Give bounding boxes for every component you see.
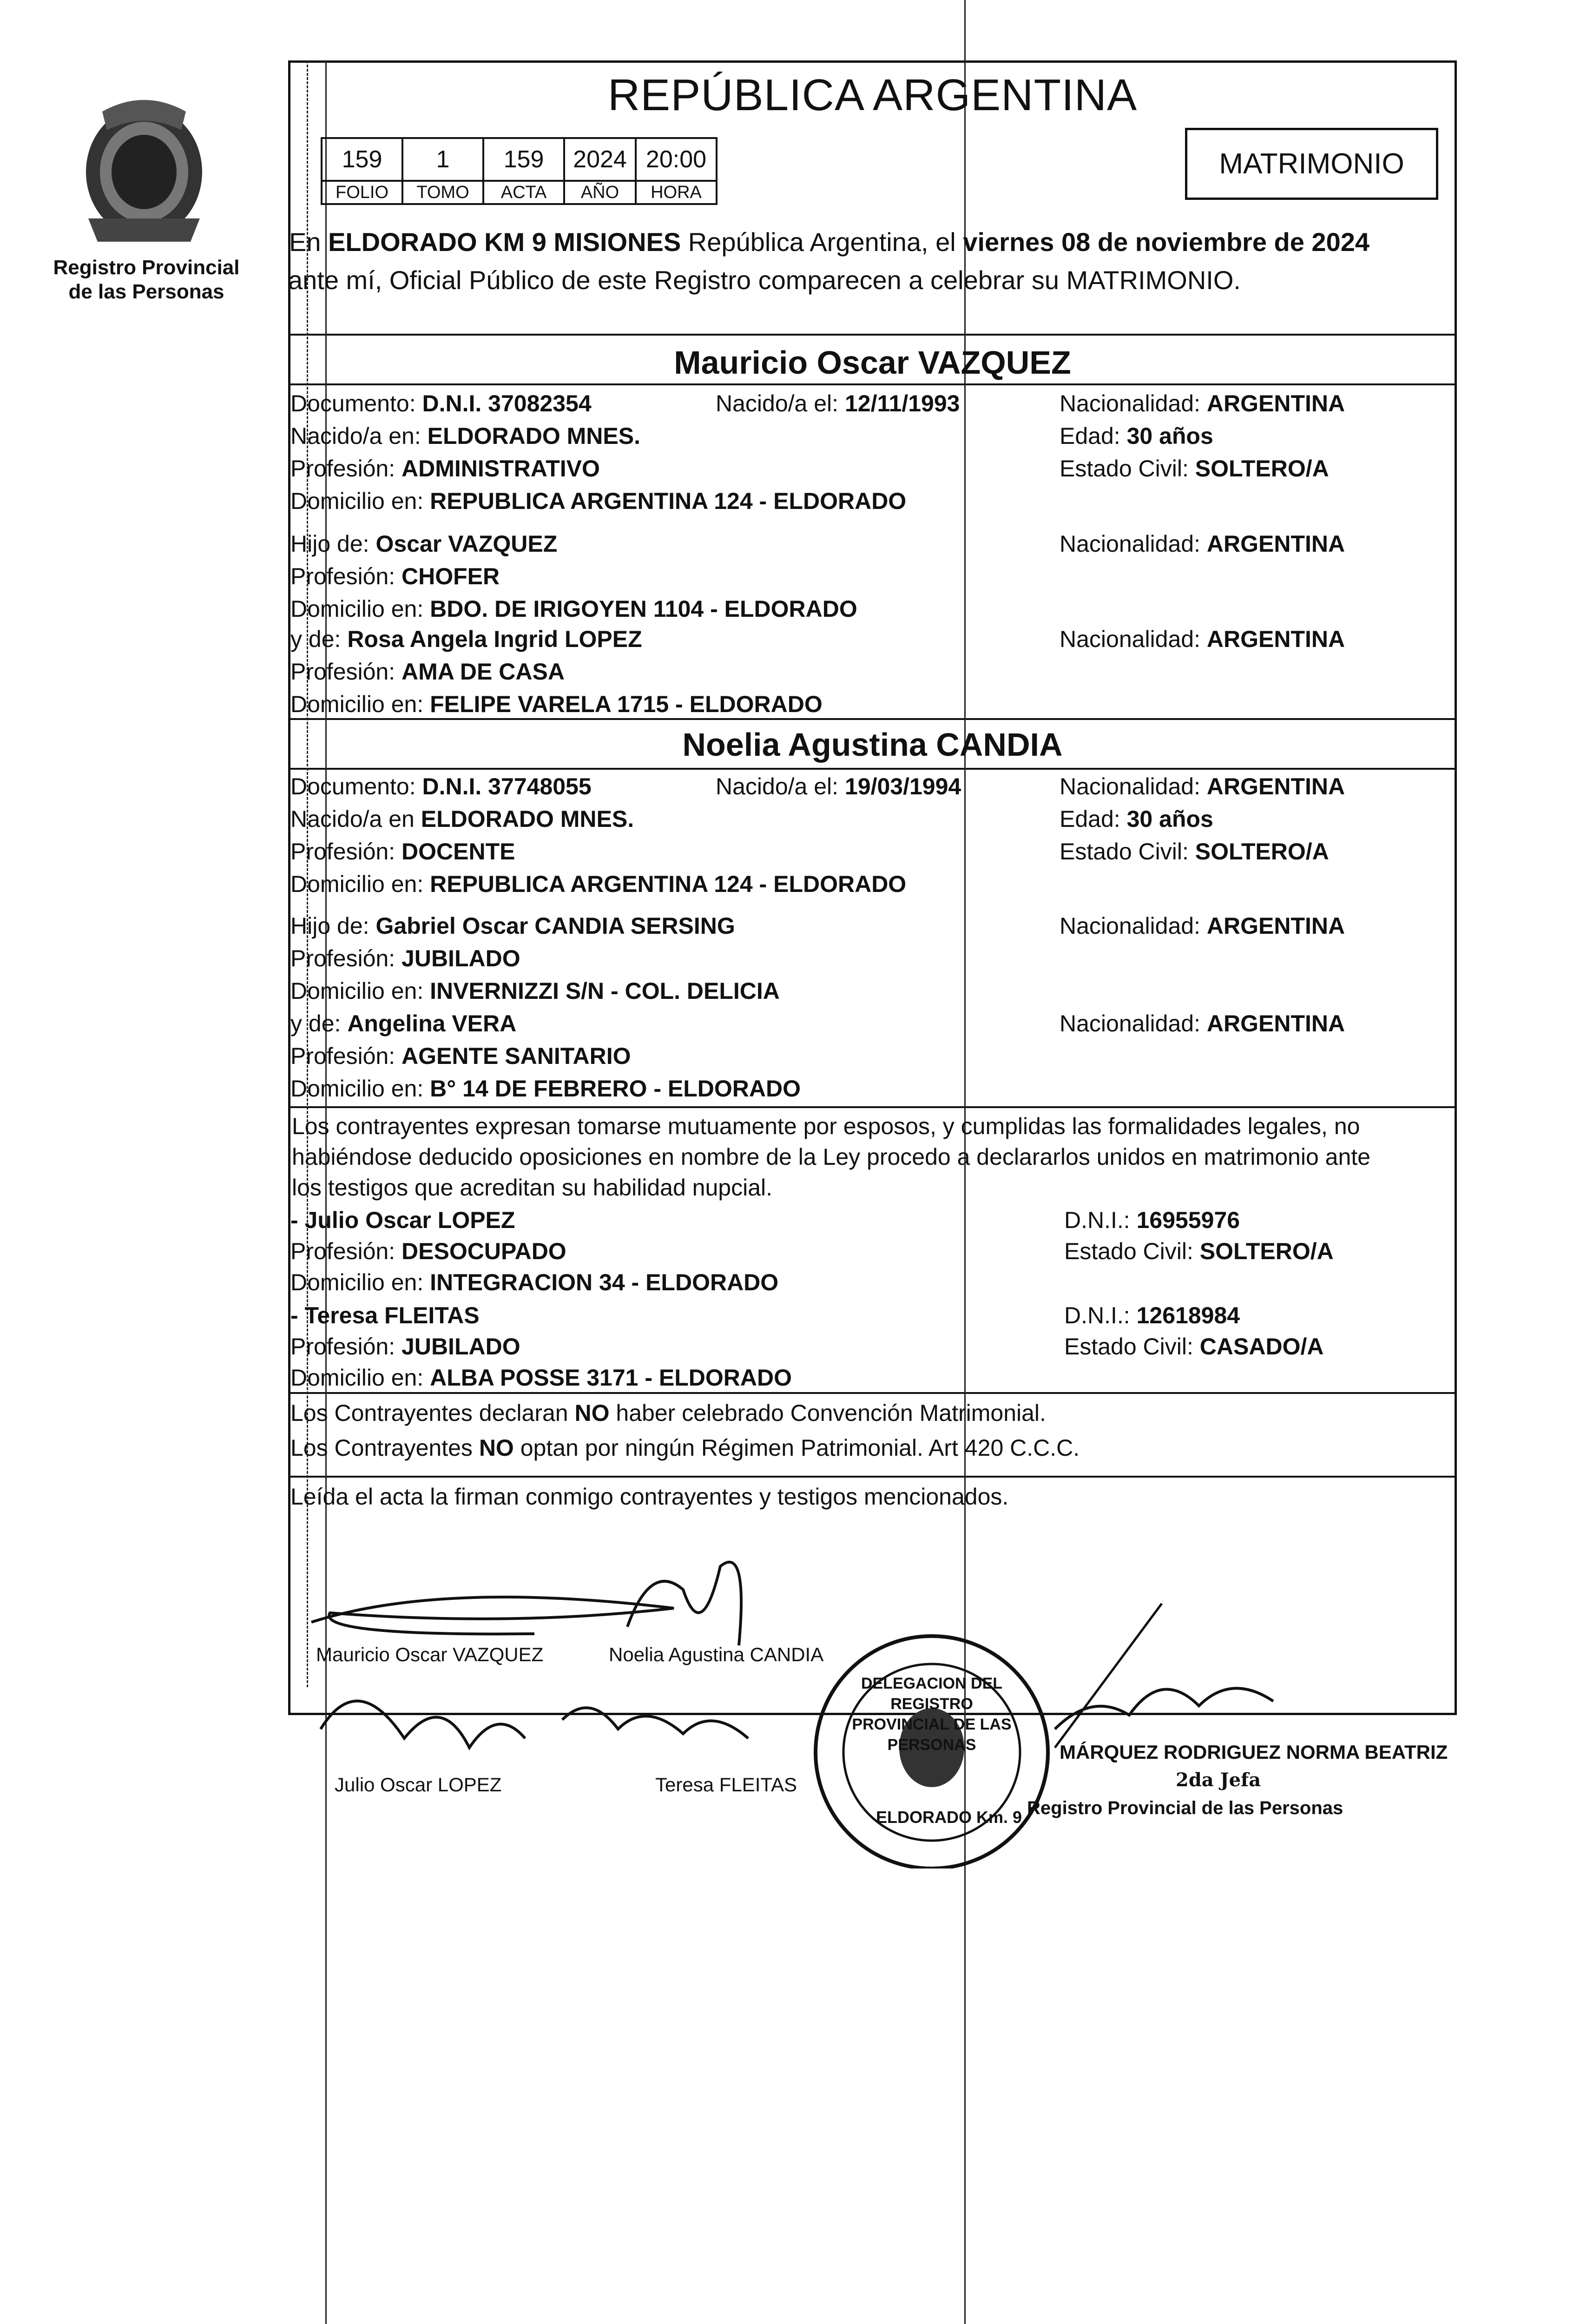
spouse1-mother: y de: Rosa Angela Ingrid LOPEZ [290,626,642,652]
stamp-inner-text: ELDORADO Km. 9 [876,1808,1022,1827]
convention-line2: Los Contrayentes NO optan por ningún Régimen Patrimonial. Art 420 C.C.C. [290,1435,1080,1461]
spouse1-document: Documento: D.N.I. 37082354 [290,390,592,416]
divider [288,383,1457,385]
spouse1-profession: Profesión: ADMINISTRATIVO [290,456,600,482]
declaration-line2: habiéndose deducido oposiciones en nombre de la Ley procedo a declararlos unidos en matrimonio ante [292,1144,1370,1170]
spouse1-father-profession: Profesión: CHOFER [290,563,500,589]
divider [288,1476,1457,1478]
spouse1-birthplace: Nacido/a en: ELDORADO MNES. [290,423,641,449]
spouse2-father: Hijo de: Gabriel Oscar CANDIA SERSING [290,913,735,939]
provincial-logo [70,93,218,246]
closing-text: Leída el acta la firman conmigo contrayentes y testigos mencionados. [290,1484,1009,1510]
spouse1-signature-label: Mauricio Oscar VAZQUEZ [316,1644,544,1665]
declaration-line1: Los contrayentes expresan tomarse mutuamente por esposos, y cumplidas las formalidades legales, no [292,1113,1360,1139]
act-type-box [1185,128,1438,200]
intro-place: ELDORADO KM 9 MISIONES [328,227,681,257]
spouse2-signature-label: Noelia Agustina CANDIA [609,1644,824,1665]
spouse2-father-nationality: Nacionalidad: ARGENTINA [1060,913,1345,939]
spouse2-father-address: Domicilio en: INVERNIZZI S/N - COL. DELICIA [290,978,780,1004]
intro-country: República Argentina, el [688,227,956,257]
divider [288,1106,1457,1108]
spouse1-father-nationality: Nacionalidad: ARGENTINA [1060,531,1345,557]
spouse1-address: Domicilio en: REPUBLICA ARGENTINA 124 - ELDORADO [290,488,907,514]
spouse1-mother-address: Domicilio en: FELIPE VARELA 1715 - ELDORADO [290,691,823,717]
spouse1-nationality: Nacionalidad: ARGENTINA [1060,390,1345,416]
spouse2-profession: Profesión: DOCENTE [290,838,515,865]
hour-value: 20:00 [636,138,717,181]
spouse2-name: Noelia Agustina CANDIA [682,726,1063,763]
year-value: 2024 [564,138,636,181]
convention-line1: Los Contrayentes declaran NO haber celebrado Convención Matrimonial. [290,1400,1046,1426]
official-name: MÁRQUEZ RODRIGUEZ NORMA BEATRIZ [1060,1741,1448,1763]
divider [288,1392,1457,1394]
tomo-label: TOMO [402,181,483,204]
spouse2-born: Nacido/a el: 19/03/1994 [716,773,961,799]
hour-label: HORA [636,181,717,204]
spouse1-mother-profession: Profesión: AMA DE CASA [290,659,565,685]
spouse2-mother-profession: Profesión: AGENTE SANITARIO [290,1043,631,1069]
spouse2-civil: Estado Civil: SOLTERO/A [1060,838,1329,865]
spouse2-mother-address: Domicilio en: B° 14 DE FEBRERO - ELDORADO [290,1076,801,1102]
acta-value: 159 [483,138,564,181]
logo-caption-line2: de las Personas [68,280,224,303]
spouse2-age: Edad: 30 años [1060,806,1213,832]
spouse2-mother-nationality: Nacionalidad: ARGENTINA [1060,1010,1345,1037]
witness1-signature-label: Julio Oscar LOPEZ [335,1774,502,1796]
stamp-text: DELEGACION DEL REGISTRO PROVINCIAL DE LAS PERSONAS [852,1675,1012,1754]
signature-area [302,1552,1455,1868]
spouse1-mother-nationality: Nacionalidad: ARGENTINA [1060,626,1345,652]
spouse2-birthplace: Nacido/a en ELDORADO MNES. [290,806,634,832]
witness1-address: Domicilio en: INTEGRACION 34 - ELDORADO [290,1269,779,1295]
registry-table [321,137,718,205]
year-label: AÑO [564,181,636,204]
intro-date: viernes 08 de noviembre de 2024 [963,227,1370,257]
intro-prefix: En [289,227,321,257]
witness1-name: - Julio Oscar LOPEZ [290,1207,515,1233]
spouse2-address: Domicilio en: REPUBLICA ARGENTINA 124 - ELDORADO [290,871,907,897]
page-title: REPÚBLICA ARGENTINA [607,70,1138,120]
act-type: MATRIMONIO [1219,148,1404,180]
spouse1-civil: Estado Civil: SOLTERO/A [1060,456,1329,482]
tomo-value: 1 [402,138,483,181]
spouse1-born: Nacido/a el: 12/11/1993 [716,390,960,416]
divider [288,334,1457,336]
spouse2-nationality: Nacionalidad: ARGENTINA [1060,773,1345,799]
spouse1-age: Edad: 30 años [1060,423,1213,449]
folio-label: FOLIO [322,181,402,204]
witness1-profession: Profesión: DESOCUPADO [290,1238,566,1264]
witness2-dni: D.N.I.: 12618984 [1064,1302,1240,1328]
witness2-profession: Profesión: JUBILADO [290,1334,520,1360]
spouse1-father-address: Domicilio en: BDO. DE IRIGOYEN 1104 - ELDORADO [290,596,857,622]
witness2-name: - Teresa FLEITAS [290,1302,480,1328]
logo-caption-line1: Registro Provincial [53,256,240,279]
logo-caption [46,256,246,304]
spouse2-mother: y de: Angelina VERA [290,1010,517,1037]
spouse1-name: Mauricio Oscar VAZQUEZ [674,344,1071,381]
folio-value: 159 [322,138,402,181]
spouse1-father: Hijo de: Oscar VAZQUEZ [290,531,558,557]
divider [288,718,1457,720]
witness1-dni: D.N.I.: 16955976 [1064,1207,1240,1233]
declaration-line3: los testigos que acreditan su habilidad nupcial. [292,1175,773,1201]
witness2-signature-label: Teresa FLEITAS [655,1774,797,1796]
official-title: 2da Jefa [1176,1769,1261,1791]
spouse2-document: Documento: D.N.I. 37748055 [290,773,592,799]
witness2-civil: Estado Civil: CASADO/A [1064,1334,1324,1360]
official-org: Registro Provincial de las Personas [1027,1798,1343,1818]
acta-label: ACTA [483,181,564,204]
divider [288,768,1457,770]
spouse2-father-profession: Profesión: JUBILADO [290,945,520,971]
intro-line2: ante mí, Oficial Público de este Registro comparecen a celebrar su MATRIMONIO. [288,265,1241,295]
declaration-paragraph [292,1111,1454,1203]
witness2-address: Domicilio en: ALBA POSSE 3171 - ELDORADO [290,1365,792,1391]
witness1-civil: Estado Civil: SOLTERO/A [1064,1238,1334,1264]
intro-paragraph [288,223,1455,299]
